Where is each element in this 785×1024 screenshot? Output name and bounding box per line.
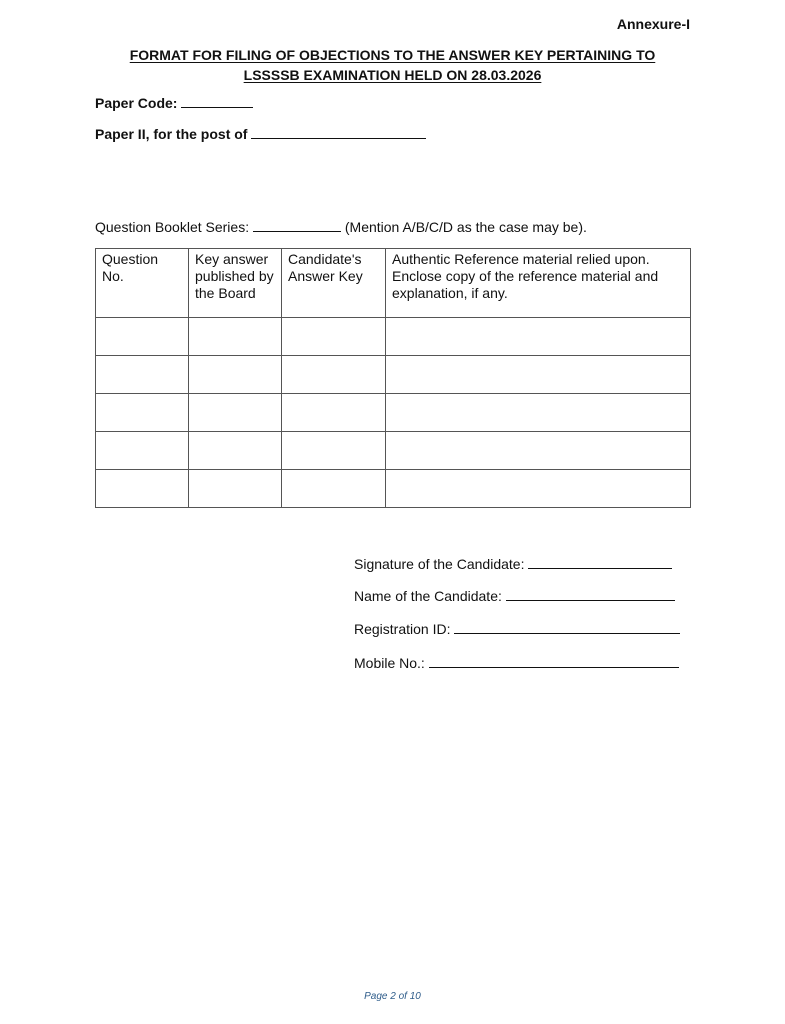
table-row [96, 394, 691, 432]
mobile-no-label: Mobile No.: [354, 655, 425, 671]
table-cell[interactable] [386, 356, 691, 394]
paper-code-label: Paper Code: [95, 95, 178, 111]
signature-blank[interactable] [528, 556, 672, 569]
table-cell[interactable] [189, 470, 282, 508]
booklet-series-field [95, 219, 587, 235]
document-title [0, 45, 785, 85]
table-cell[interactable] [282, 432, 386, 470]
table-header-row [96, 249, 691, 318]
paper-post-label: Paper II, for the post of [95, 126, 248, 142]
table-cell[interactable] [96, 432, 189, 470]
table-cell[interactable] [282, 394, 386, 432]
table-cell[interactable] [96, 394, 189, 432]
title-line-1: FORMAT FOR FILING OF OBJECTIONS TO THE ANSWER KEY PERTAINING TO [129, 47, 656, 63]
table-cell[interactable] [282, 356, 386, 394]
registration-id-blank[interactable] [454, 621, 680, 634]
header-question-no: Question No. [96, 249, 189, 318]
table-row [96, 318, 691, 356]
paper-post-field [95, 126, 426, 142]
title-line-2: LSSSSB EXAMINATION HELD ON 28.03.2026 [243, 67, 542, 83]
mobile-no-field [354, 655, 679, 671]
table-cell[interactable] [386, 432, 691, 470]
table-cell[interactable] [386, 470, 691, 508]
table-cell[interactable] [282, 470, 386, 508]
registration-id-field [354, 621, 680, 637]
table-cell[interactable] [189, 432, 282, 470]
table-row [96, 470, 691, 508]
signature-label: Signature of the Candidate: [354, 556, 525, 572]
table-cell[interactable] [189, 356, 282, 394]
table-cell[interactable] [96, 318, 189, 356]
table-cell[interactable] [189, 394, 282, 432]
booklet-series-note: (Mention A/B/C/D as the case may be). [344, 219, 587, 235]
paper-code-field [95, 95, 253, 111]
objection-table [95, 248, 691, 508]
mobile-no-blank[interactable] [429, 655, 679, 668]
table-cell[interactable] [96, 356, 189, 394]
header-key-answer: Key answer published by the Board [189, 249, 282, 318]
candidate-name-label: Name of the Candidate: [354, 588, 502, 604]
table-cell[interactable] [386, 318, 691, 356]
annexure-label: Annexure-I [616, 16, 690, 32]
table-row [96, 356, 691, 394]
registration-id-label: Registration ID: [354, 621, 451, 637]
paper-code-blank[interactable] [181, 95, 253, 108]
page-number: Page 2 of 10 [364, 991, 421, 1002]
candidate-name-blank[interactable] [506, 588, 675, 601]
table-cell[interactable] [96, 470, 189, 508]
table-cell[interactable] [282, 318, 386, 356]
candidate-name-field [354, 588, 675, 604]
booklet-series-label: Question Booklet Series: [95, 219, 250, 235]
header-candidate-answer: Candidate's Answer Key [282, 249, 386, 318]
paper-post-blank[interactable] [251, 126, 426, 139]
table-cell[interactable] [386, 394, 691, 432]
booklet-series-blank[interactable] [253, 219, 341, 232]
table-row [96, 432, 691, 470]
header-reference-material: Authentic Reference material relied upon. Enclose copy of the reference material and explanation, if any. [386, 249, 691, 318]
table-cell[interactable] [189, 318, 282, 356]
signature-field [354, 556, 672, 572]
